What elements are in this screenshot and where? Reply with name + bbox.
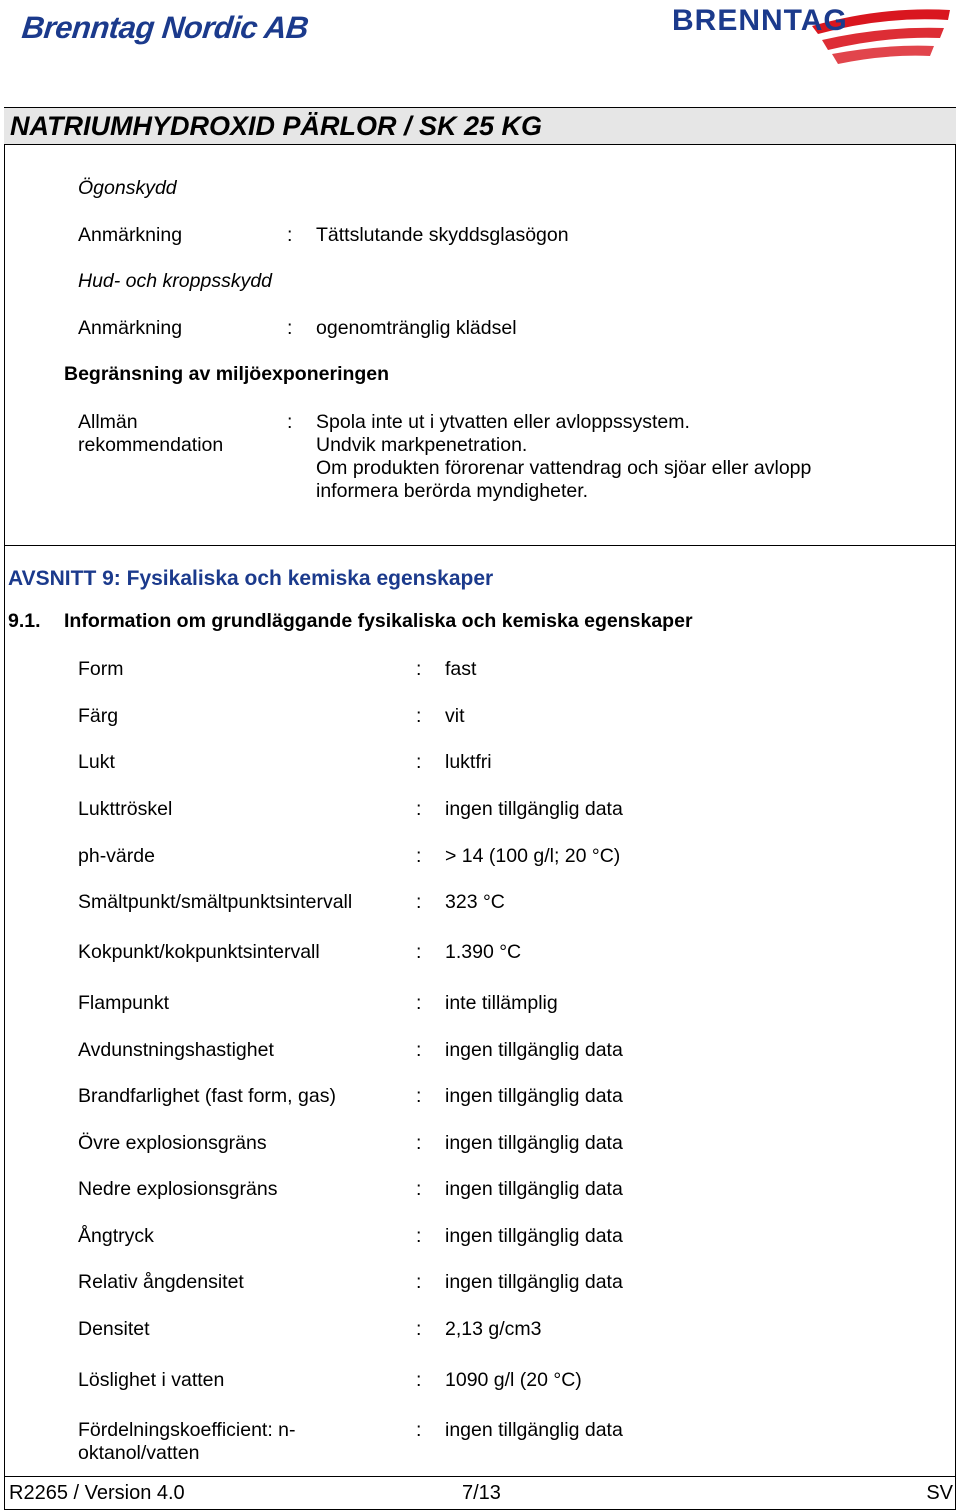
property-value: luktfri [445, 751, 492, 773]
property-value: 323 °C [445, 891, 505, 913]
company-logo-text: Brenntag Nordic AB [20, 10, 310, 45]
colon: : [416, 845, 422, 867]
colon: : [416, 1271, 422, 1293]
env-label-line1: Allmän [78, 411, 138, 433]
property-label: Densitet [78, 1318, 150, 1340]
env-label-line2: rekommendation [78, 434, 224, 456]
property-label: Kokpunkt/kokpunktsintervall [78, 941, 320, 963]
colon: : [416, 658, 422, 680]
document-title-bar [4, 107, 956, 145]
property-value: ingen tillgänglig data [445, 798, 623, 820]
property-label: Relativ ångdensitet [78, 1271, 244, 1293]
environment-heading: Begränsning av miljöexponeringen [64, 363, 390, 385]
property-value: inte tillämplig [445, 992, 558, 1014]
colon: : [416, 1419, 422, 1441]
body-protection-heading: Hud- och kroppsskydd [78, 270, 273, 292]
colon: : [416, 1178, 422, 1200]
colon: : [416, 941, 422, 963]
property-label: Avdunstningshastighet [78, 1039, 274, 1061]
property-label: Flampunkt [78, 992, 170, 1014]
eye-remark-label: Anmärkning [78, 224, 183, 246]
colon: : [416, 1132, 422, 1154]
subsection-number: 9.1. [8, 610, 41, 632]
colon: : [416, 1225, 422, 1247]
property-value: 1090 g/l (20 °C) [445, 1369, 582, 1391]
property-value: ingen tillgänglig data [445, 1132, 623, 1154]
property-label: Fördelningskoefficient: n- oktanol/vatten [78, 1419, 296, 1464]
property-label: ph-värde [78, 845, 155, 867]
property-value: ingen tillgänglig data [445, 1039, 623, 1061]
env-line: Undvik markpenetration. [316, 434, 528, 456]
footer-page-number: 7/13 [462, 1482, 501, 1504]
colon: : [416, 992, 422, 1014]
property-label: Övre explosionsgräns [78, 1132, 267, 1154]
property-label: Lukt [78, 751, 115, 773]
env-line: informera berörda myndigheter. [316, 480, 589, 502]
colon: : [416, 1369, 422, 1391]
env-recommendation [316, 411, 916, 503]
section-9-title: AVSNITT 9: Fysikaliska och kemiska egenskaper [8, 567, 494, 590]
footer-language: SV [926, 1482, 953, 1504]
env-line: Om produkten förorenar vattendrag och sjöar eller avlopp [316, 457, 812, 479]
brenntag-logo-wordmark: BRENNTAG [672, 4, 848, 37]
footer-version: R2265 / Version 4.0 [9, 1482, 185, 1504]
property-label: Form [78, 658, 124, 680]
property-label: Nedre explosionsgräns [78, 1178, 278, 1200]
property-value: 1.390 °C [445, 941, 522, 963]
property-label: Brandfarlighet (fast form, gas) [78, 1085, 336, 1107]
property-value: ingen tillgänglig data [445, 1271, 623, 1293]
property-value: vit [445, 705, 465, 727]
eye-remark-value: Tättslutande skyddsglasögon [316, 224, 569, 246]
property-value: fast [445, 658, 477, 680]
colon: : [416, 751, 422, 773]
property-value: ingen tillgänglig data [445, 1419, 623, 1441]
property-value: 2,13 g/cm3 [445, 1318, 542, 1340]
body-remark-label: Anmärkning [78, 317, 183, 339]
property-label: Ångtryck [78, 1225, 154, 1247]
property-value: ingen tillgänglig data [445, 1178, 623, 1200]
property-value: ingen tillgänglig data [445, 1225, 623, 1247]
colon: : [416, 1318, 422, 1340]
document-title: NATRIUMHYDROXID PÄRLOR / SK 25 KG [10, 111, 543, 141]
property-label: Löslighet i vatten [78, 1369, 225, 1391]
colon: : [416, 891, 422, 913]
property-label: Lukttröskel [78, 798, 173, 820]
property-label: Smältpunkt/smältpunktsintervall [78, 891, 353, 913]
colon: : [287, 317, 293, 339]
brenntag-logo [672, 4, 952, 66]
colon: : [416, 798, 422, 820]
eye-protection-heading: Ögonskydd [78, 177, 177, 199]
colon: : [416, 1085, 422, 1107]
property-value: ingen tillgänglig data [445, 1085, 623, 1107]
property-value: > 14 (100 g/l; 20 °C) [445, 845, 621, 867]
section-divider [4, 545, 956, 546]
footer [4, 1476, 956, 1510]
colon: : [287, 224, 293, 246]
body-remark-value: ogenomtränglig klädsel [316, 317, 517, 339]
colon: : [287, 411, 293, 433]
colon: : [416, 1039, 422, 1061]
colon: : [416, 705, 422, 727]
subsection-title: Information om grundläggande fysikaliska och kemiska egenskaper [64, 610, 693, 632]
property-label: Färg [78, 705, 119, 727]
env-line: Spola inte ut i ytvatten eller avloppssystem. [316, 411, 690, 433]
